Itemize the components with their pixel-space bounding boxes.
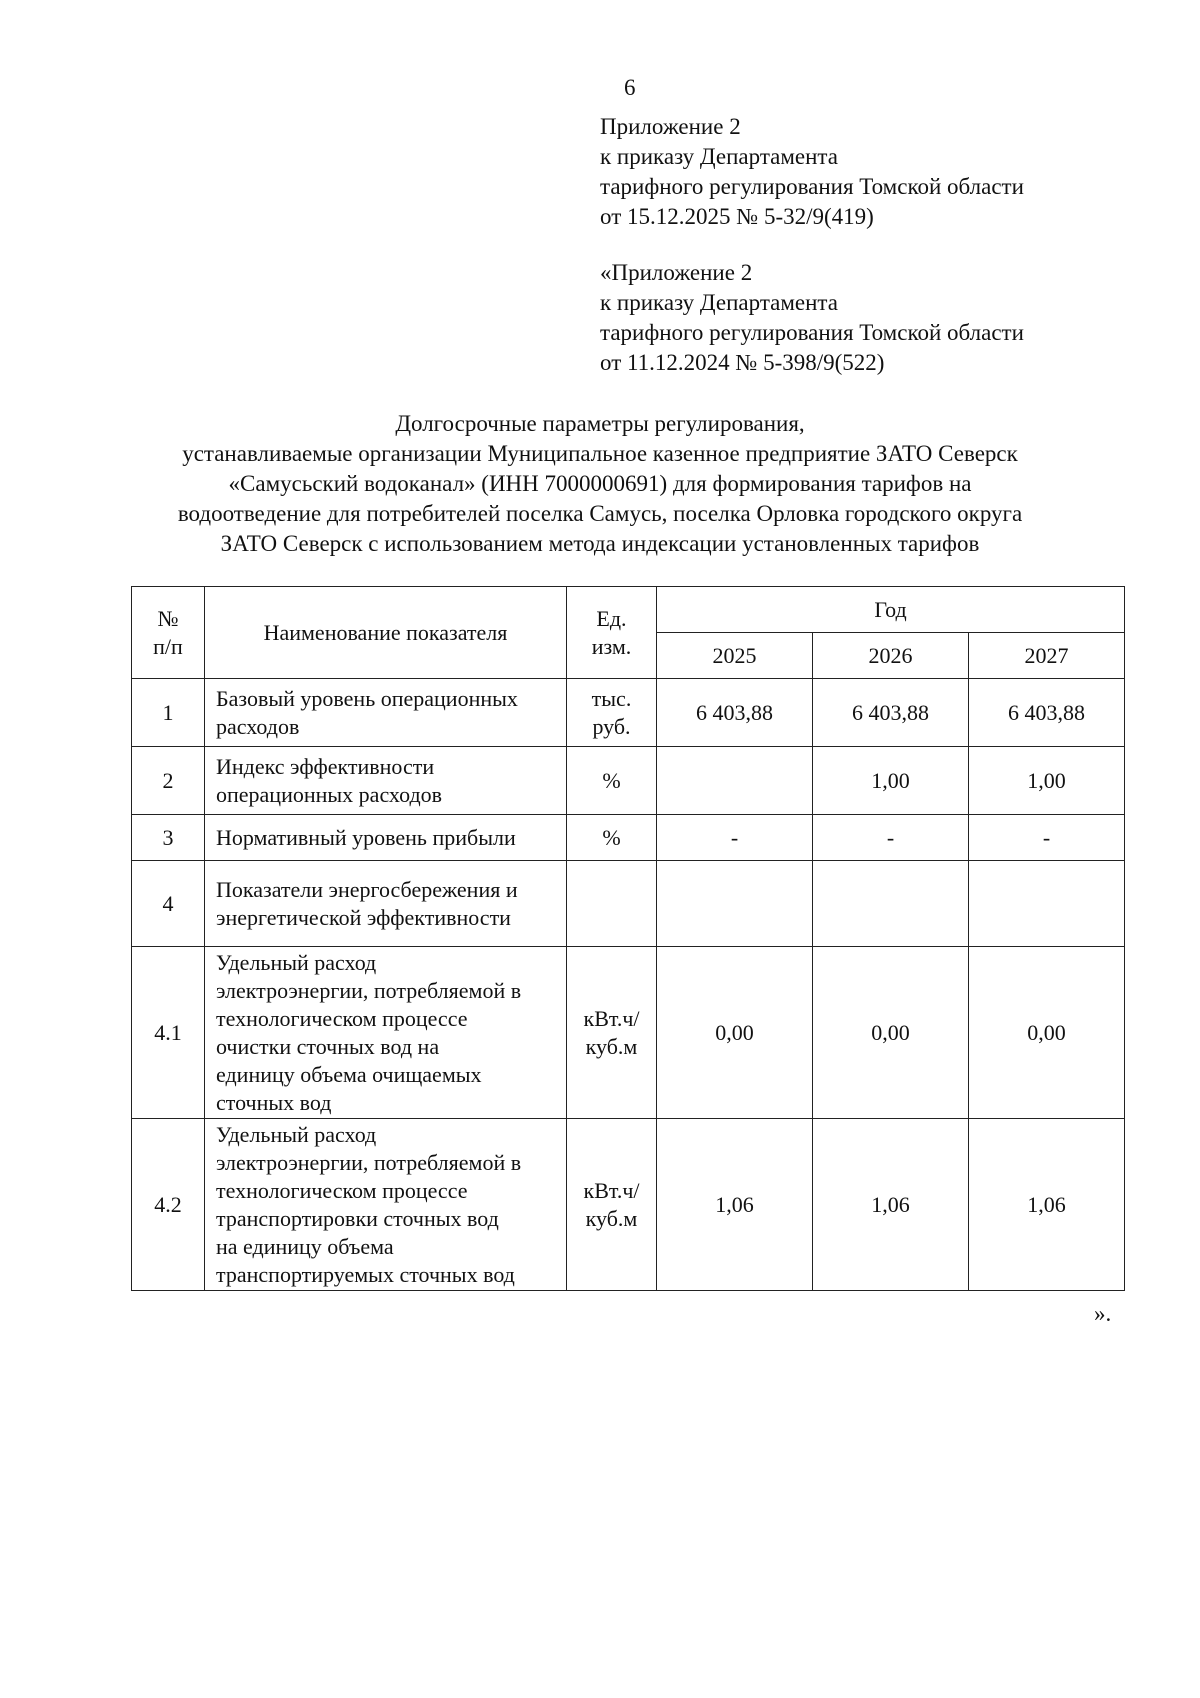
unit-line: %	[602, 767, 621, 793]
indicator-name-line: очистки сточных вод на	[216, 1033, 440, 1059]
row-unit	[567, 815, 657, 861]
indicator-name-line: Удельный расход	[216, 1121, 377, 1147]
header-name: Наименование показателя	[205, 587, 567, 679]
indicator-name-line: транспортировки сточных вод	[216, 1205, 499, 1231]
row-unit	[567, 747, 657, 815]
header-year-2027: 2027	[969, 633, 1125, 679]
appendix-current-line: к приказу Департамента	[600, 144, 838, 169]
row-indicator-name	[205, 861, 567, 947]
header-num-line: п/п	[153, 633, 183, 659]
indicator-name-line: Индекс эффективности	[216, 753, 435, 779]
title-line: ЗАТО Северск с использованием метода индексации установленных тарифов	[220, 531, 980, 556]
row-value-2026: 6 403,88	[813, 679, 969, 747]
table-row	[132, 815, 1125, 861]
indicator-name-line: технологическом процессе	[216, 1005, 468, 1031]
unit-line: руб.	[592, 713, 631, 739]
row-value-2025: 1,06	[657, 1119, 813, 1291]
unit-line: тыс.	[591, 685, 632, 711]
header-year: Год	[657, 587, 1125, 633]
row-value-2026: 1,00	[813, 747, 969, 815]
row-number: 3	[132, 815, 205, 861]
table-row	[132, 947, 1125, 1119]
row-value-2027: 1,00	[969, 747, 1125, 815]
header-unit-line: Ед.	[596, 605, 627, 631]
row-value-2027: 1,06	[969, 1119, 1125, 1291]
header-year-2025: 2025	[657, 633, 813, 679]
indicator-name-line: единицу объема очищаемых	[216, 1061, 482, 1087]
unit-line: куб.м	[585, 1033, 638, 1059]
row-value-2027	[969, 861, 1125, 947]
title-line: Долгосрочные параметры регулирования,	[395, 411, 805, 436]
table-row	[132, 1119, 1125, 1291]
row-value-2025: -	[657, 815, 813, 861]
unit-line: куб.м	[585, 1205, 638, 1231]
unit-line: кВт.ч/	[583, 1005, 640, 1031]
header-unit-line: изм.	[591, 633, 632, 659]
page-number: 6	[624, 75, 636, 100]
title-line: «Самусьский водоканал» (ИНН 7000000691) для формирования тарифов на	[228, 471, 972, 496]
closing-quote: ».	[1094, 1301, 1112, 1326]
row-unit	[567, 947, 657, 1119]
indicator-name-line: технологическом процессе	[216, 1177, 468, 1203]
table-row	[132, 861, 1125, 947]
row-indicator-name	[205, 747, 567, 815]
appendix-current-line: от 15.12.2025 № 5-32/9(419)	[600, 204, 874, 229]
row-number: 2	[132, 747, 205, 815]
title-line: устанавливаемые организации Муниципальное казенное предприятие ЗАТО Северск	[182, 441, 1018, 466]
row-value-2026: 0,00	[813, 947, 969, 1119]
table-row	[132, 747, 1125, 815]
appendix-previous-line: «Приложение 2	[600, 260, 753, 285]
appendix-current-line: Приложение 2	[600, 114, 741, 139]
row-indicator-name	[205, 1119, 567, 1291]
indicator-name-line: Удельный расход	[216, 949, 377, 975]
row-value-2025	[657, 747, 813, 815]
row-number: 1	[132, 679, 205, 747]
row-unit	[567, 861, 657, 947]
indicator-name-line: расходов	[216, 713, 300, 739]
row-value-2026: -	[813, 815, 969, 861]
row-unit	[567, 1119, 657, 1291]
row-value-2027: 0,00	[969, 947, 1125, 1119]
row-value-2025: 0,00	[657, 947, 813, 1119]
indicator-name-line: Базовый уровень операционных	[216, 685, 518, 711]
table-row	[132, 679, 1125, 747]
row-value-2025	[657, 861, 813, 947]
header-unit	[567, 587, 657, 679]
appendix-current-header	[600, 112, 1160, 232]
row-value-2027: -	[969, 815, 1125, 861]
row-unit	[567, 679, 657, 747]
unit-line: кВт.ч/	[583, 1177, 640, 1203]
row-value-2025: 6 403,88	[657, 679, 813, 747]
header-year-2026: 2026	[813, 633, 969, 679]
indicator-name-line: на единицу объема	[216, 1233, 394, 1259]
table-body	[132, 679, 1125, 1291]
appendix-previous-line: к приказу Департамента	[600, 290, 838, 315]
unit-line: %	[602, 824, 621, 850]
appendix-current-line: тарифного регулирования Томской области	[600, 174, 1024, 199]
indicator-name-line: электроэнергии, потребляемой в	[216, 1149, 522, 1175]
row-number: 4	[132, 861, 205, 947]
parameters-table	[131, 586, 1125, 1291]
appendix-previous-header	[600, 258, 1160, 378]
appendix-previous-line: тарифного регулирования Томской области	[600, 320, 1024, 345]
document-title	[100, 409, 1100, 559]
indicator-name-line: операционных расходов	[216, 781, 443, 807]
row-value-2026	[813, 861, 969, 947]
header-num	[132, 587, 205, 679]
indicator-name-line: электроэнергии, потребляемой в	[216, 977, 522, 1003]
title-line: водоотведение для потребителей поселка Самусь, поселка Орловка городского округа	[177, 501, 1023, 526]
appendix-previous-line: от 11.12.2024 № 5-398/9(522)	[600, 350, 885, 375]
row-number: 4.1	[132, 947, 205, 1119]
row-indicator-name	[205, 947, 567, 1119]
indicator-name-line: энергетической эффективности	[216, 904, 511, 930]
indicator-name-line: сточных вод	[216, 1089, 332, 1115]
row-value-2026: 1,06	[813, 1119, 969, 1291]
indicator-name-line: транспортируемых сточных вод	[216, 1261, 515, 1287]
indicator-name-line: Показатели энергосбережения и	[216, 876, 518, 902]
row-indicator-name	[205, 815, 567, 861]
row-indicator-name	[205, 679, 567, 747]
header-num-line: №	[157, 605, 179, 631]
row-number: 4.2	[132, 1119, 205, 1291]
row-value-2027: 6 403,88	[969, 679, 1125, 747]
indicator-name-line: Нормативный уровень прибыли	[216, 824, 516, 850]
